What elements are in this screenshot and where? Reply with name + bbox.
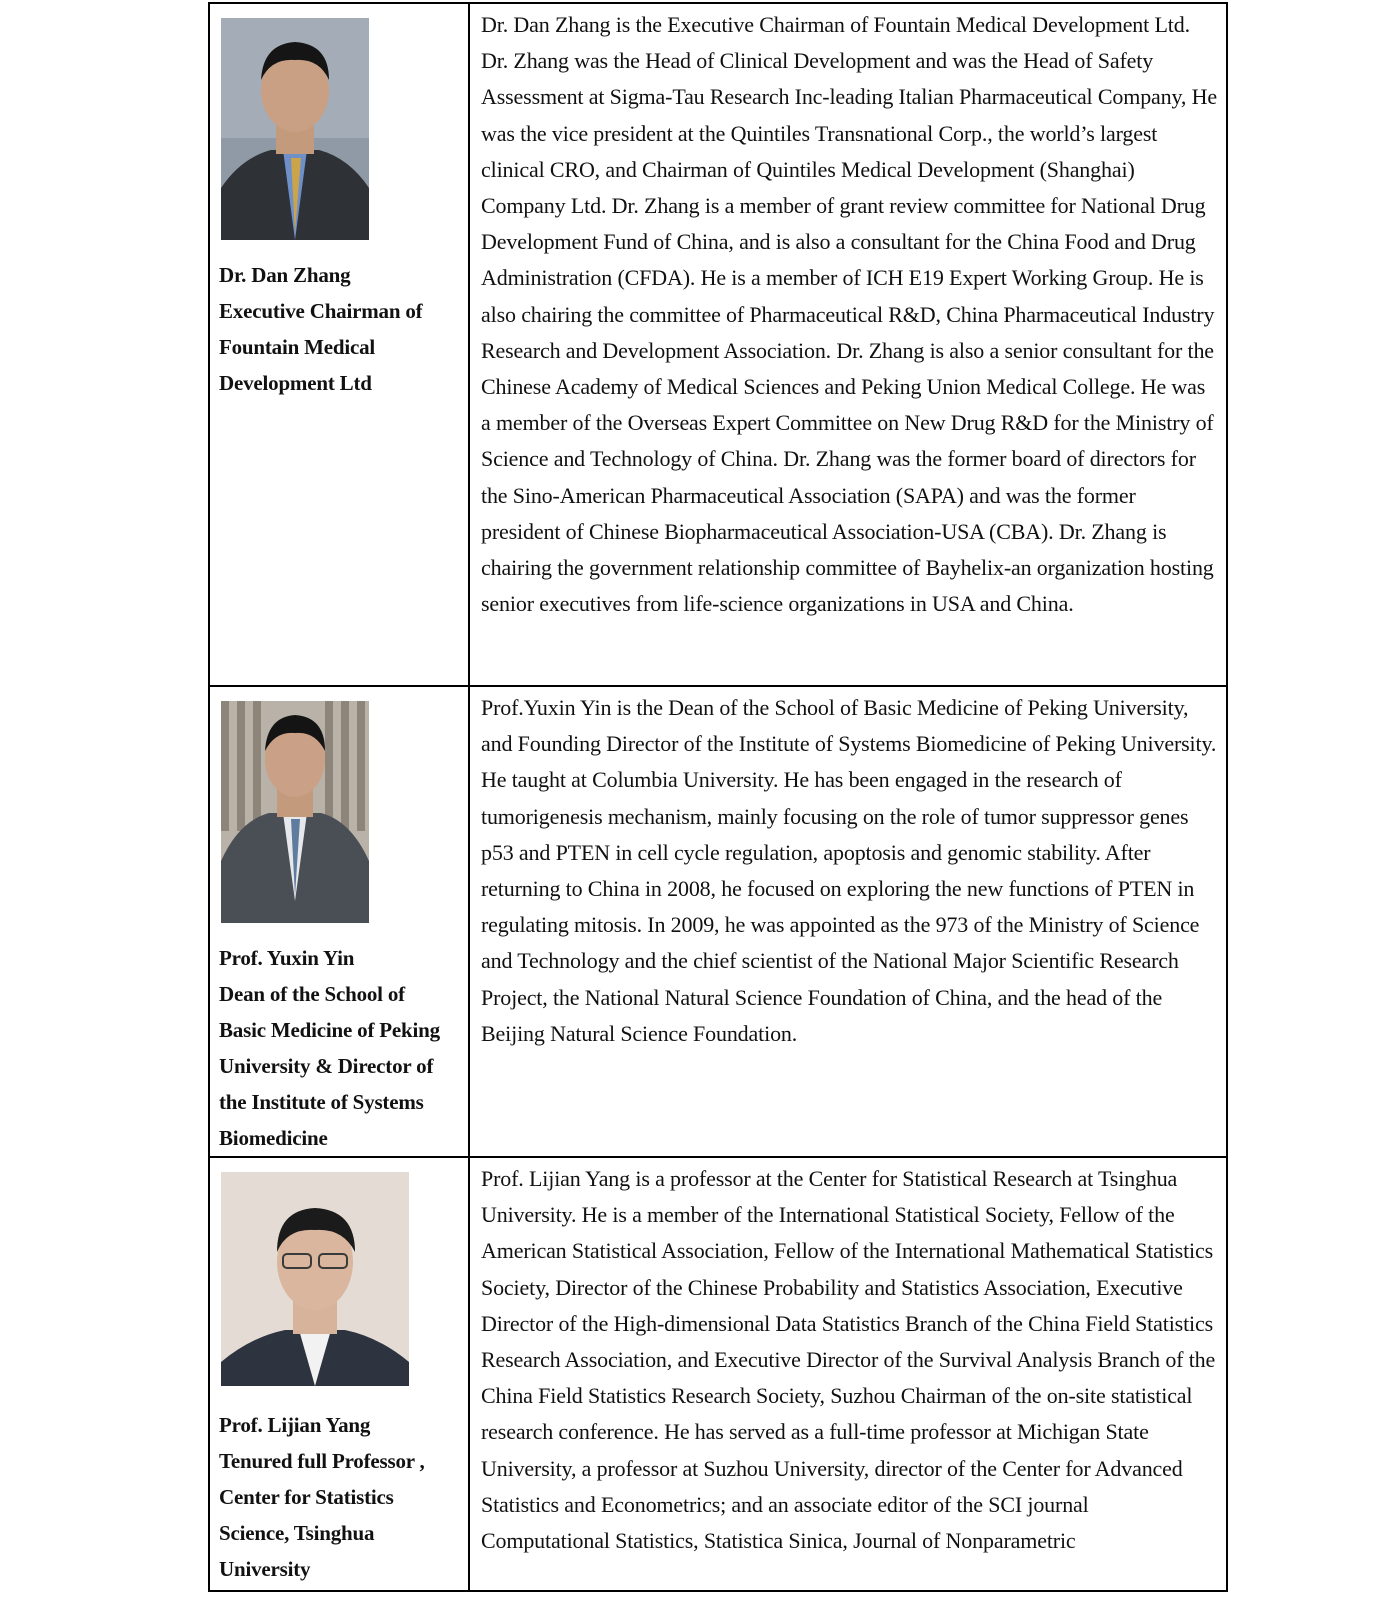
speaker-bio-cell (469, 3, 1227, 686)
speaker-name: Dr. Dan Zhang (219, 263, 351, 287)
speaker-title-line: Science, Tsinghua (219, 1521, 375, 1545)
speaker-bio: Prof.Yuxin Yin is the Dean of the School of Basic Medicine of Peking University, and Founding Director of the Institute of Systems Biomedicine of Peking University. He taught at Columbia University. He has been engaged in the research of tumorigenesis mechanism, mainly focusing on the role of tumor suppressor genes p53 and PTEN in cell cycle regulation, apoptosis and genomic stability. After returning to China in 2008, he focused on exploring the new functions of PTEN in regulating mitosis. In 2009, he was appointed as the 973 of the Ministry of Science and Technology and the chief scientist of the National Major Scientific Research Project, the National Natural Science Foundation of China, and the head of the Beijing Natural Science Foundation. (481, 695, 1217, 1046)
speaker-bio: Dr. Dan Zhang is the Executive Chairman of Fountain Medical Development Ltd. Dr. Zhang was the Head of Clinical Development and was the Head of Safety Assessment at Sigma-Tau Research Inc-leading Italian Pharmaceutical Company, He was the vice president at the Quintiles Transnational Corp., the world’s largest clinical CRO, and Chairman of Quintiles Medical Development (Shanghai) Company Ltd. Dr. Zhang is a member of grant review committee for National Drug Development Fund of China, and is also a consultant for the China Food and Drug Administration (CFDA). He is a member of ICH E19 Expert Working Group. He is also chairing the committee of Pharmaceutical R&D, China Pharmaceutical Industry Research and Development Association. Dr. Zhang is also a senior consultant for the Chinese Academy of Medical Sciences and Peking Union Medical College. He was a member of the Overseas Expert Committee on New Drug R&D for the Ministry of Science and Technology of China. Dr. Zhang was the former board of directors for the Sino-American Pharmaceutical Association (SAPA) and was the former president of Chinese Biopharmaceutical Association-USA (CBA). Dr. Zhang is chairing the government relationship committee of Bayhelix-an organization hosting senior executives from life-science organizations in USA and China. (481, 12, 1217, 617)
portrait-photo (221, 701, 369, 923)
portrait-photo (221, 1172, 409, 1386)
speaker-bio-cell (469, 1157, 1227, 1591)
speaker-title-line: Basic Medicine of Peking (219, 1018, 440, 1042)
speaker-title-line: Dean of the School of (219, 982, 405, 1006)
table-row (209, 1157, 1227, 1591)
speaker-info-cell (209, 686, 469, 1157)
speaker-title-line: Center for Statistics (219, 1485, 394, 1509)
speaker-name: Prof. Yuxin Yin (219, 946, 355, 970)
speaker-name: Prof. Lijian Yang (219, 1413, 371, 1437)
table-row (209, 3, 1227, 686)
speaker-title-line: Executive Chairman of (219, 299, 423, 323)
speaker-title-line: University & Director of (219, 1054, 434, 1078)
speaker-bio: Prof. Lijian Yang is a professor at the Center for Statistical Research at Tsinghua University. He is a member of the International Statistical Society, Fellow of the American Statistical Association, Fellow of the International Mathematical Statistics Society, Director of the Chinese Probability and Statistics Association, Executive Director of the High-dimensional Data Statistics Branch of the China Field Statistics Research Association, and Executive Director of the Survival Analysis Branch of the China Field Statistics Research Society, Suzhou Chairman of the on-site statistical research conference. He has served as a full-time professor at Michigan State University, a professor at Suzhou University, director of the Center for Advanced Statistics and Econometrics; and an associate editor of the SCI journal Computational Statistics, Statistica Sinica, Journal of Nonparametric (481, 1166, 1216, 1554)
page (208, 2, 1226, 1592)
speaker-info-cell (209, 3, 469, 686)
speaker-title-line: University (219, 1557, 311, 1581)
speaker-bio-cell (469, 686, 1227, 1157)
table-row (209, 686, 1227, 1157)
speaker-info-cell (209, 1157, 469, 1591)
speaker-title-line: Fountain Medical (219, 335, 376, 359)
speaker-title-line: the Institute of Systems (219, 1090, 424, 1114)
speaker-title-line: Development Ltd (219, 371, 372, 395)
speaker-title-line: Biomedicine (219, 1126, 328, 1150)
speaker-title-line: Tenured full Professor , (219, 1449, 425, 1473)
speaker-bio-table (208, 2, 1228, 1592)
portrait-photo (221, 18, 369, 240)
